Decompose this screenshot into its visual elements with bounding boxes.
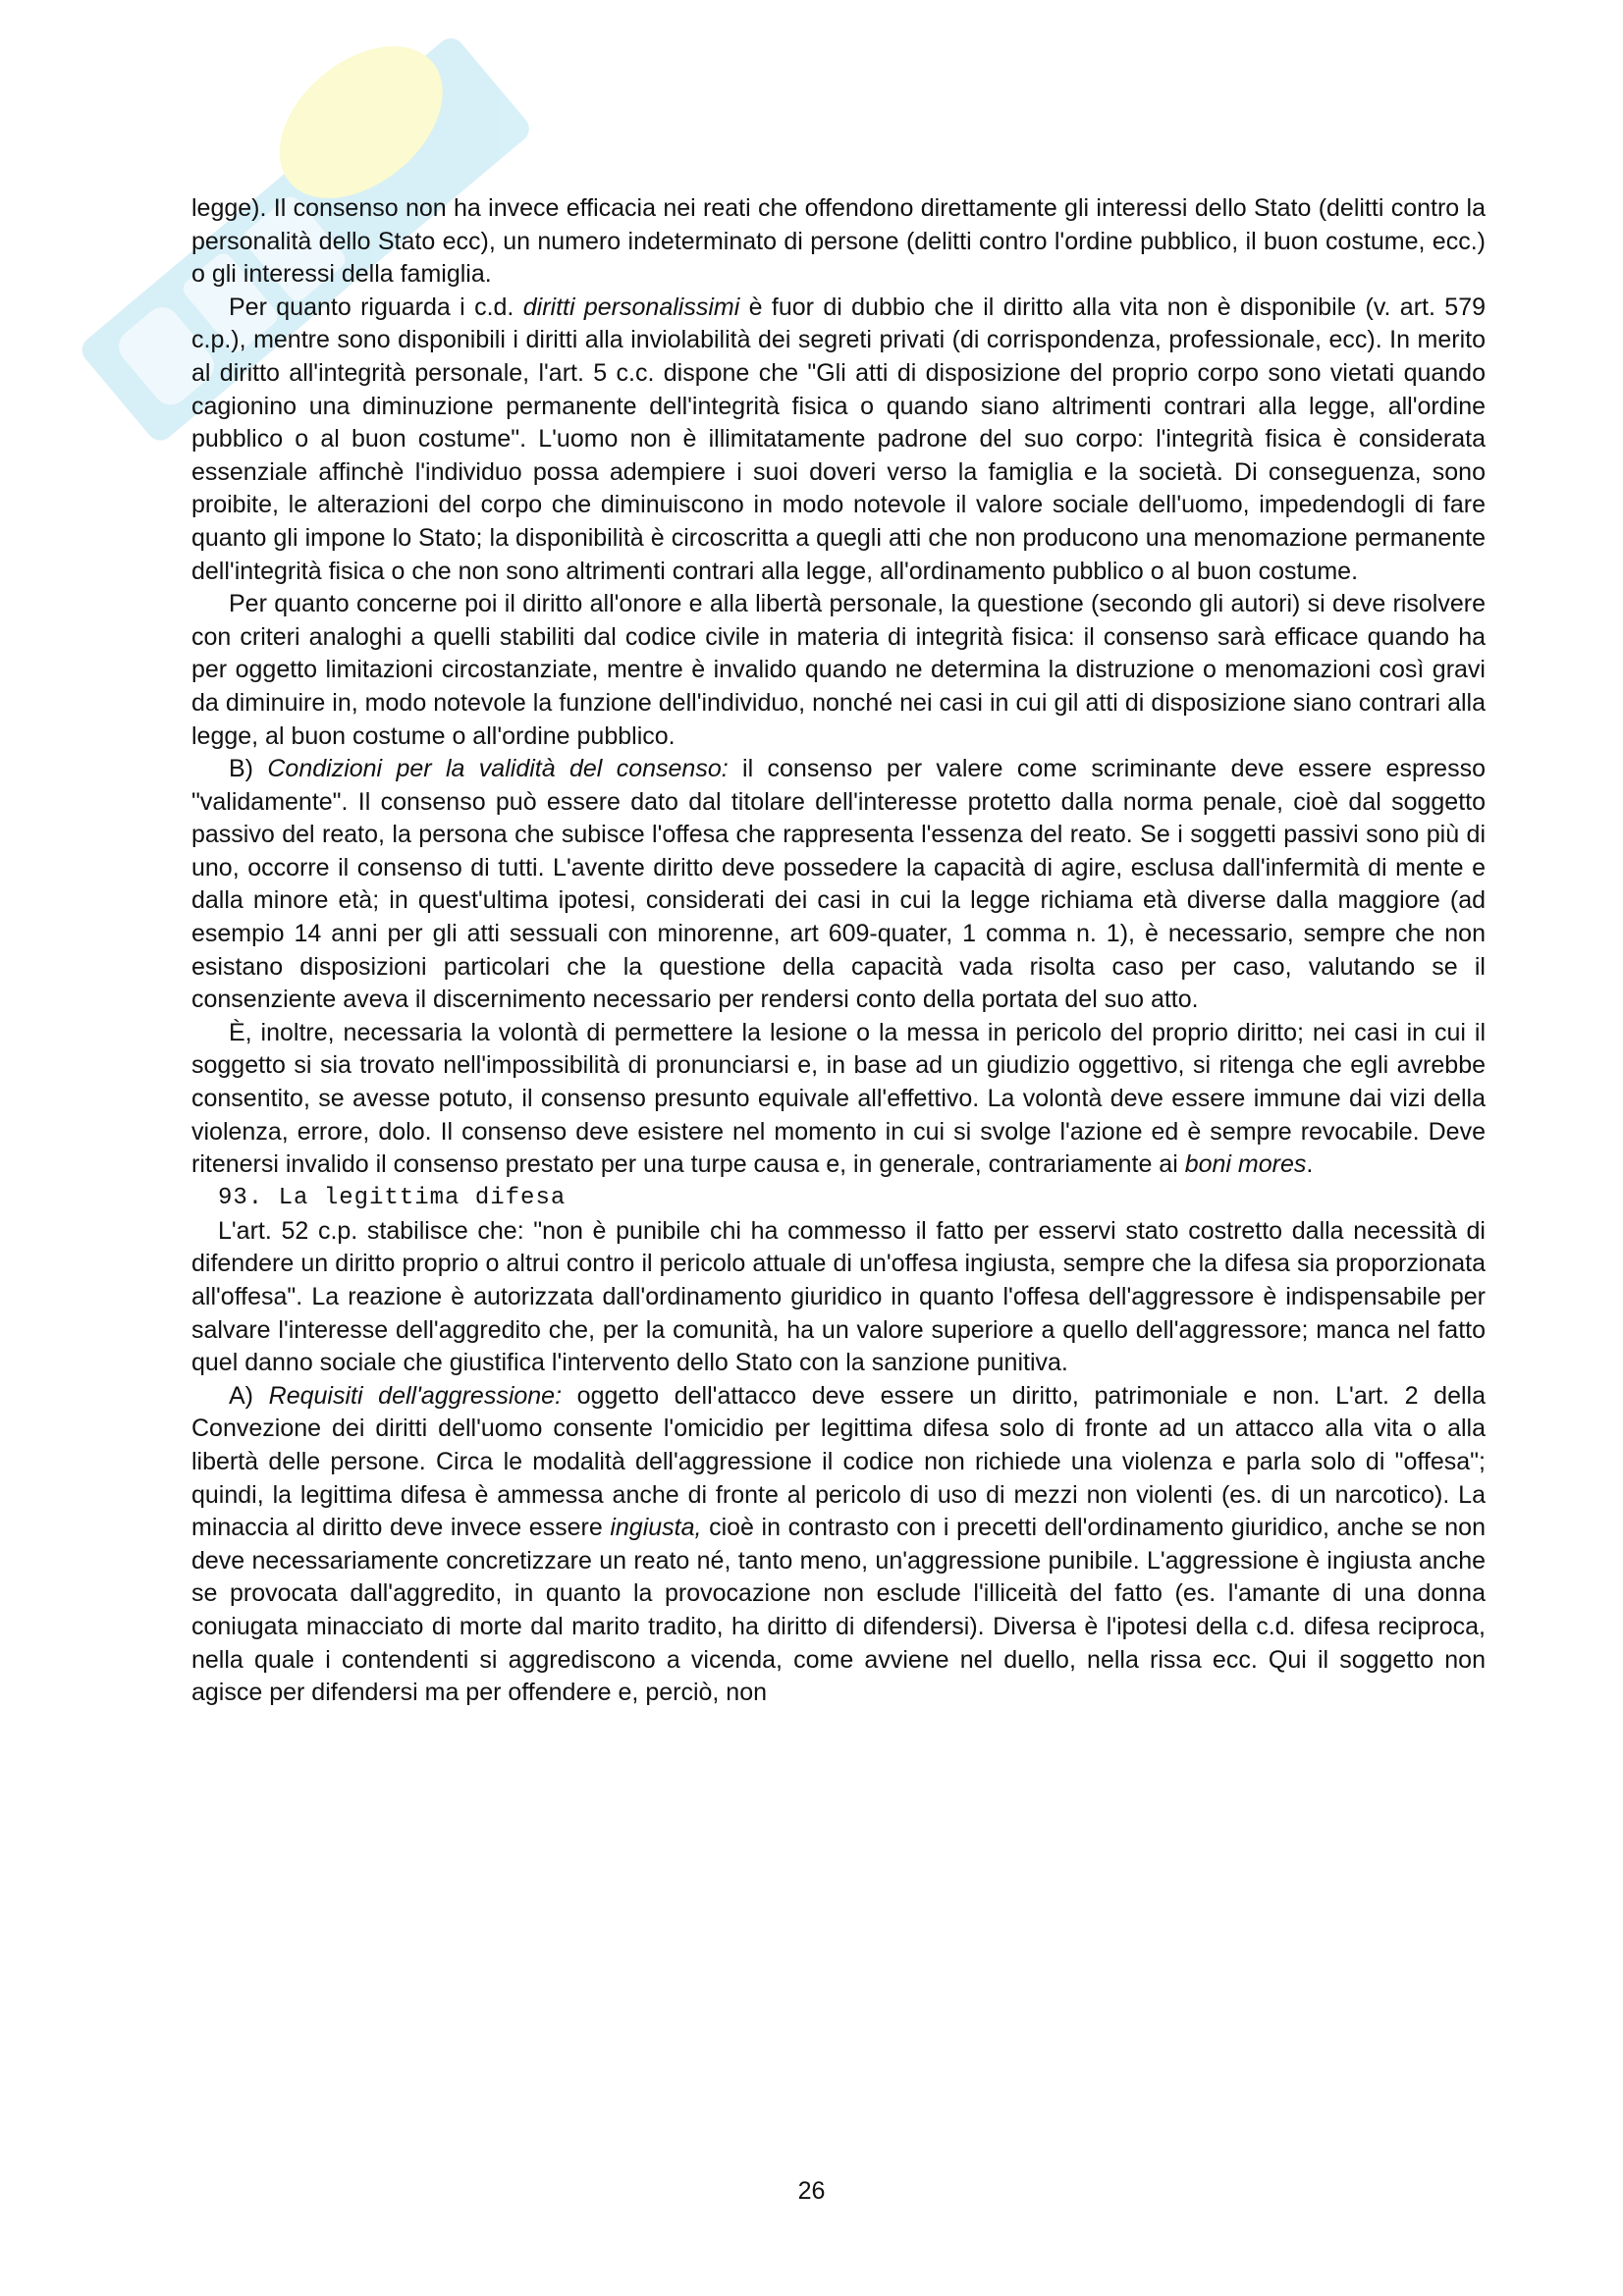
document-body bbox=[191, 192, 1486, 1710]
emphasized-text: diritti personalissimi bbox=[522, 293, 740, 321]
text-run: oggetto dell'attacco deve essere un diritto, patrimoniale e non. L'art. 2 della Convezione dei diritti dell'uomo consente l'omicidio per legittima difesa solo di fronte ad un attacco alla vita o alla libertà delle persone. Circa le modalità dell'aggressione il codice non richiede una violenza e parla solo di "offesa"; quindi, la legittima difesa è ammessa anche di fronte al pericolo di uso di mezzi non violenti (es. di un narcotico). La minaccia al diritto deve invece essere bbox=[191, 1381, 1486, 1542]
text-run: legge). Il consenso non ha invece efficacia nei reati che offendono direttamente gli interessi dello Stato (delitti contro la personalità dello Stato ecc), un numero indeterminato di persone (delitti contro l'ordine pubblico, il buon costume, ecc.) o gli interessi della famiglia. bbox=[191, 194, 1486, 289]
paragraph bbox=[191, 1380, 1486, 1710]
text-run: A) bbox=[229, 1381, 269, 1410]
text-run: Per quanto riguarda i c.d. bbox=[229, 293, 523, 321]
paragraph bbox=[191, 753, 1486, 1017]
text-run: 93. La legittima difesa bbox=[218, 1184, 567, 1211]
text-run: . bbox=[1306, 1150, 1314, 1179]
emphasized-text: boni mores bbox=[1184, 1150, 1307, 1179]
text-run: è fuor di dubbio che il diritto alla vita non è disponibile (v. art. 579 c.p.), mentre sono disponibili i diritti alla inviolabilità dei segreti privati (di corrispondenza, professionale, ecc). In merito al diritto all'integrità personale, l'art. 5 c.c. dispone che "Gli atti di disposizione del proprio corpo sono vietati quando cagionino una diminuzione permanente dell'integrità fisica o quando siano altrimenti contrari alla legge, all'ordine pubblico o al buon costume". L'uomo non è illimitatamente padrone del suo corpo: l'integrità fisica è considerata essenziale affinchè l'individuo possa adempiere i suoi doveri verso la famiglia e la società. Di conseguenza, sono proibite, le alterazioni del corpo che diminuiscono in modo notevole il valore sociale dell'uomo, impedendogli di fare quanto gli impone lo Stato; la disponibilità è circoscritta a quegli atti che non producono una menomazione permanente dell'integrità fisica o che non sono altrimenti contrari alla legge, all'ordinamento pubblico o al buon costume. bbox=[191, 293, 1486, 585]
text-run: cioè in contrasto con i precetti dell'ordinamento giuridico, anche se non deve necessariamente concretizzare un reato né, tanto meno, un'aggressione punibile. L'aggressione è ingiusta anche se provocata dall'aggredito, in quanto la provocazione non esclude l'illiceità del fatto (es. l'amante di una donna coniugata minacciato di morte dal marito tradito, ha diritto di difendersi). Diversa è l'ipotesi della c.d. difesa reciproca, nella quale i contendenti si aggrediscono a vicenda, come avviene nel duello, nella rissa ecc. Qui il soggetto non agisce per difendersi ma per offendere e, perciò, non bbox=[191, 1514, 1486, 1707]
emphasized-text: ingiusta, bbox=[610, 1514, 702, 1542]
paragraph bbox=[191, 192, 1486, 292]
paragraph bbox=[191, 1215, 1486, 1380]
paragraph bbox=[191, 1017, 1486, 1182]
text-run: B) bbox=[229, 755, 268, 783]
emphasized-text: Condizioni per la validità del consenso: bbox=[267, 755, 729, 783]
paragraph bbox=[191, 588, 1486, 753]
text-run: L'art. 52 c.p. stabilisce che: "non è punibile chi ha commesso il fatto per esservi stato costretto dalla necessità di difendere un diritto proprio o altrui contro il pericolo attuale di un'offesa ingiusta, sempre che la difesa sia proporzionata all'offesa". La reazione è autorizzata dall'ordinamento giuridico in quanto l'offesa dell'aggressore è indispensabile per salvare l'interesse dell'aggredito che, per la comunità, ha un valore superiore a quello dell'aggressore; manca nel fatto quel danno sociale che giustifica l'intervento dello Stato con la sanzione punitiva. bbox=[191, 1216, 1486, 1377]
section-heading bbox=[191, 1182, 1486, 1215]
page-number: 26 bbox=[797, 2177, 826, 2205]
paragraph bbox=[191, 292, 1486, 588]
emphasized-text: Requisiti dell'aggressione: bbox=[268, 1381, 563, 1410]
text-run: Per quanto concerne poi il diritto all'onore e alla libertà personale, la questione (secondo gli autori) si deve risolvere con criteri analoghi a quelli stabiliti dal codice civile in materia di integrità fisica: il consenso sarà efficace quando ha per oggetto limitazioni circostanziate, mentre è invalido quando ne determina la distruzione o menomazioni così gravi da diminuire in, modo notevole la funzione dell'individuo, nonché nei casi in cui gil atti di disposizione siano contrari alla legge, al buon costume o all'ordine pubblico. bbox=[191, 590, 1486, 750]
text-run: È, inoltre, necessaria la volontà di permettere la lesione o la messa in pericolo del proprio diritto; nei casi in cui il soggetto si sia trovato nell'impossibilità di pronunciarsi e, in base ad un giudizio oggettivo, si ritenga che egli avrebbe consentito, se avesse potuto, il consenso presunto equivale all'effettivo. La volontà deve essere immune dai vizi della violenza, errore, dolo. Il consenso deve esistere nel momento in cui si svolge l'azione ed è sempre revocabile. Deve ritenersi invalido il consenso prestato per una turpe causa e, in generale, contrariamente ai bbox=[191, 1018, 1486, 1179]
text-run: il consenso per valere come scriminante deve essere espresso "validamente". Il consenso può essere dato dal titolare dell'interesse protetto dalla norma penale, cioè dal soggetto passivo del reato, la persona che subisce l'offesa che rappresenta l'essenza del reato. Se i soggetti passivi sono più di uno, occorre il consenso di tutti. L'avente diritto deve possedere la capacità di agire, esclusa dall'infermità di mente e dalla minore età; in quest'ultima ipotesi, considerati dei casi in cui la legge richiama età diverse dalla maggiore (ad esempio 14 anni per gli atti sessuali con minorenne, art 609-quater, 1 comma n. 1), è necessario, sempre che non esistano disposizioni particolari che la questione della capacità vada risolta caso per caso, valutando se il consenziente aveva il discernimento necessario per rendersi conto della portata del suo atto. bbox=[191, 755, 1486, 1014]
